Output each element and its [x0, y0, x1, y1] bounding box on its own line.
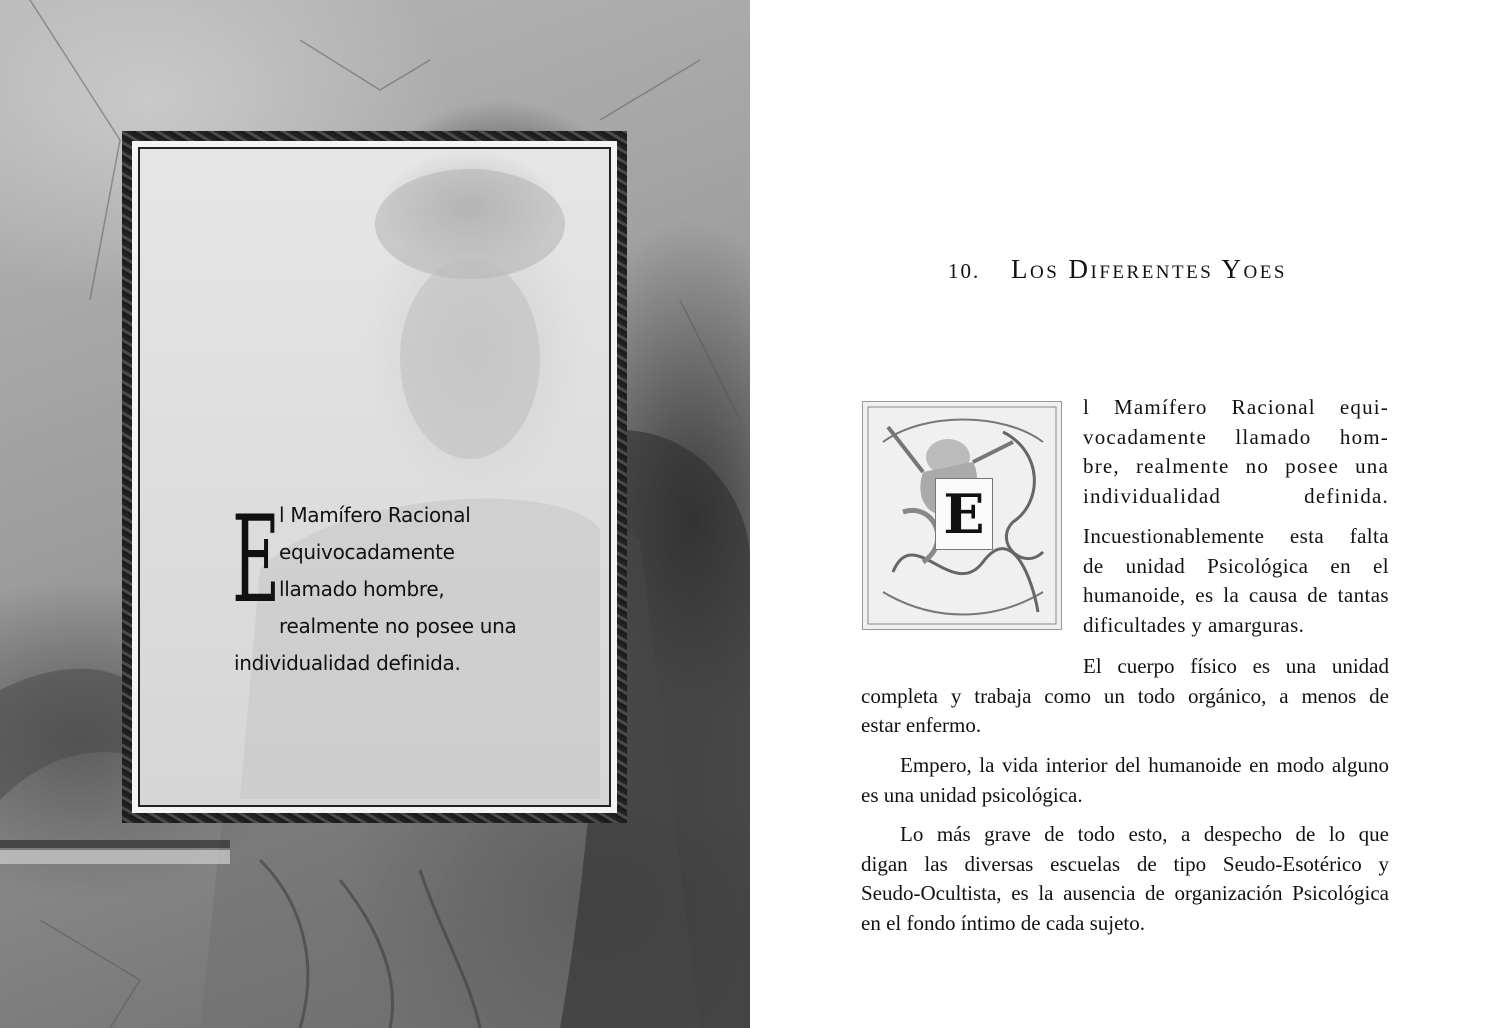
faded-figure-image [140, 149, 600, 799]
paragraph-3-line-1: El cuerpo físico es una unidad [1083, 654, 1389, 678]
paragraph-4 [861, 751, 1389, 810]
paragraph-1 [1083, 393, 1389, 511]
paragraph-2-line-4: dificultades y amarguras. [1083, 612, 1305, 637]
paragraph-5-line-4: en el fondo íntimo de cada sujeto. [861, 910, 1146, 935]
paragraph-1-line-1: l Mamífero Racional equi- [1083, 395, 1389, 419]
chapter-heading [948, 254, 1287, 285]
paragraph-1-line-4: individualidad definida. [1083, 483, 1389, 508]
frame-black-border [138, 147, 611, 807]
panel-line-4: realmente no posee una [279, 614, 517, 638]
panel-line-2: equivocadamente [279, 540, 455, 564]
paragraph-4-line-2: es una unidad psicológica. [861, 782, 1083, 807]
panel-line-5: individualidad definida. [234, 651, 461, 675]
panel-intro-text [232, 491, 534, 682]
frame-white-border [132, 141, 617, 813]
paragraph-2-line-1: Incuestionablemente esta falta [1083, 524, 1389, 548]
paragraph-2 [1083, 522, 1389, 640]
paragraph-5-line-3: Seudo-Ocultista, es la ausencia de organización Psicológica [861, 881, 1389, 905]
paragraph-5-line-1: Lo más grave de todo esto, a despecho de lo que [900, 822, 1389, 846]
paragraph-4-line-1: Empero, la vida interior del humanoide en modo alguno [900, 753, 1389, 777]
panel-line-1: l Mamífero Racional [279, 503, 471, 527]
text-frame [122, 131, 627, 823]
paragraph-1-line-2: vocadamente llamado hom- [1083, 424, 1389, 449]
initial-letter-e: E [935, 478, 993, 550]
chapter-number: 10. [948, 259, 981, 283]
paragraph-2-line-2: de unidad Psicológica en el [1083, 553, 1389, 578]
panel-line-3: llamado hombre, [279, 577, 445, 601]
paragraph-5 [861, 820, 1389, 938]
paragraph-5-line-2: digan las diversas escuelas de tipo Seudo-Esotérico y [861, 851, 1389, 876]
panel-drop-cap: E [232, 491, 281, 630]
paragraph-3-line-3: estar enfermo. [861, 713, 982, 737]
right-page [750, 0, 1500, 1028]
illuminated-initial [862, 401, 1062, 630]
chapter-title: Los Diferentes Yoes [1011, 254, 1287, 284]
paragraph-1-line-3: bre, realmente no posee una [1083, 454, 1389, 478]
paragraph-3 [861, 652, 1389, 741]
frame-panel [140, 149, 609, 805]
paragraph-2-line-3: humanoide, es la causa de tantas [1083, 583, 1389, 607]
paragraph-3-line-2: completa y trabaja como un todo orgánico, a menos de [861, 683, 1389, 708]
